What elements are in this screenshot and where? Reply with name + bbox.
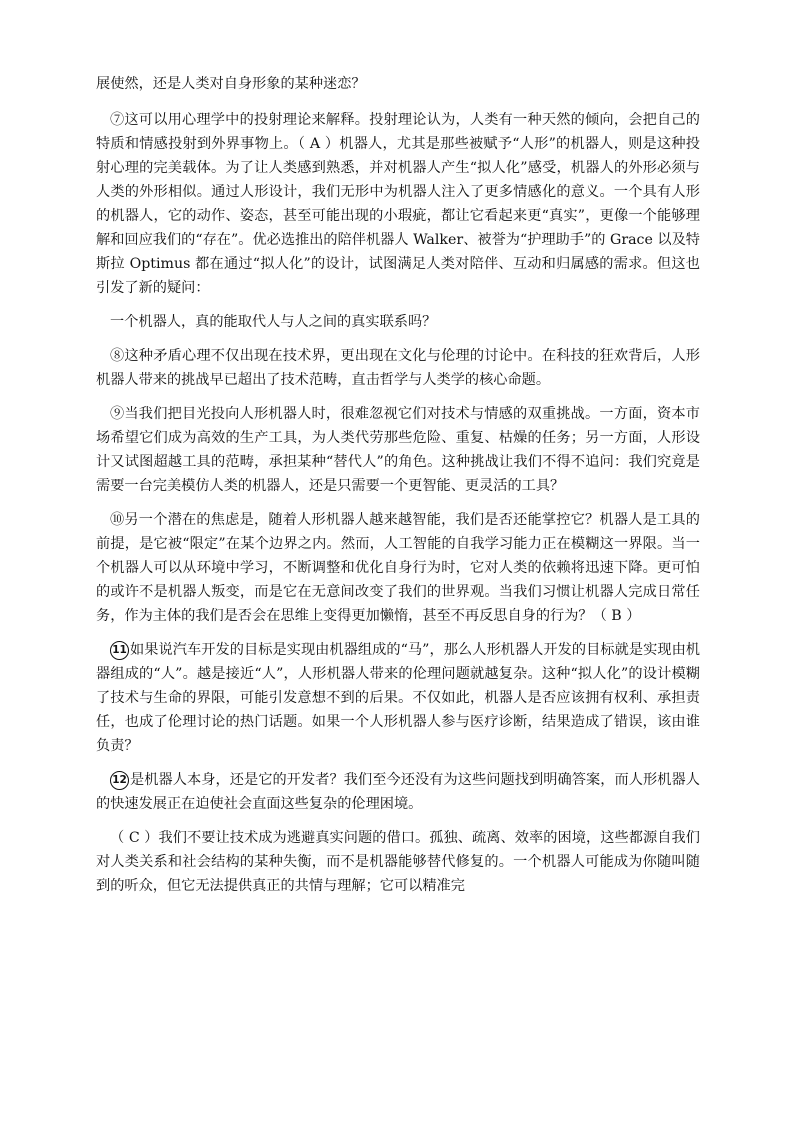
paragraph-text: 展使然，还是人类对自身形象的某种迷恋？ (96, 76, 366, 92)
paragraph-10 (96, 508, 700, 628)
paragraph-conclusion (96, 826, 700, 898)
paragraph-text: 另一个潜在的焦虑是，随着人形机器人越来越智能，我们是否还能掌控它？机器人是工具的前提，是它被“限定”在某个边界之内。然而，人工智能的自我学习能力正在模糊这一界限。当一个机器人可以从环境中学习，不断调整和优化自身行为时，它对人类的依赖将迅速下降。更可怕的或许不是机器人叛变，而是它在无意间改变了我们的世界观。当我们习惯让机器人完成日常任务，作为主体的我们是否会在思维上变得更加懒惰，甚至不再反思自身的行为？（ B ） (96, 512, 700, 624)
paragraph-7 (96, 108, 700, 300)
paragraph-number: ⑨ (110, 406, 125, 422)
paragraph-text: 这可以用心理学中的投射理论来解释。投射理论认为，人类有一种天然的倾向，会把自己的特质和情感投射到外界事物上。（ A ）机器人，尤其是那些被赋予“人形”的机器人，则是这种投射心理的完美载体。为了让人类感到熟悉，并对机器人产生“拟人化”感受，机器人的外形必须与人类的外形相似。通过人形设计，我们无形中为机器人注入了更多情感化的意义。一个具有人形的机器人，它的动作、姿态，甚至可能出现的小瑕疵，都让它看起来更“真实”，更像一个能够理解和回应我们的“存在”。优必选推出的陪伴机器人 Walker、被誉为“护理助手”的 Grace 以及特斯拉 Optimus 都在通过“拟人化”的设计，试图满足人类对陪伴、互动和归属感的需求。但这也引发了新的疑问： (96, 112, 700, 296)
paragraph-number: 11 (110, 641, 129, 660)
paragraph-number: 12 (110, 771, 129, 790)
paragraph-12 (96, 768, 700, 816)
paragraph-text: 当我们把目光投向人形机器人时，很难忽视它们对技术与情感的双重挑战。一方面，资本市场希望它们成为高效的生产工具，为人类代劳那些危险、重复、枯燥的任务；另一方面，人形设计又试图超越工具的范畴，承担某种“替代人”的角色。这种挑战让我们不得不追问：我们究竟是需要一台完美模仿人类的机器人，还是只需要一个更智能、更灵活的工具？ (96, 406, 700, 494)
paragraph-9 (96, 402, 700, 498)
paragraph-number: ⑧ (110, 348, 125, 364)
document-page (96, 72, 700, 908)
paragraph-8 (96, 344, 700, 392)
paragraph-text: 一个机器人，真的能取代人与人之间的真实联系吗？ (110, 314, 437, 330)
paragraph-text: 这种矛盾心理不仅出现在技术界，更出现在文化与伦理的讨论中。在科技的狂欢背后，人形机器人带来的挑战早已超出了技术范畴，直击哲学与人类学的核心命题。 (96, 348, 700, 388)
paragraph-number: ⑩ (110, 512, 125, 528)
paragraph-question (96, 310, 700, 334)
paragraph-number: ⑦ (110, 112, 125, 128)
paragraph-11 (96, 638, 700, 758)
paragraph-text: （ C ）我们不要让技术成为逃避真实问题的借口。孤独、疏离、效率的困境，这些都源自我们对人类关系和社会结构的某种失衡，而不是机器能够替代修复的。一个机器人可能成为你随叫随到的听众，但它无法提供真正的共情与理解；它可以精准完 (96, 830, 700, 894)
paragraph-text: 是机器人本身，还是它的开发者？我们至今还没有为这些问题找到明确答案，而人形机器人的快速发展正在迫使社会直面这些复杂的伦理困境。 (96, 772, 700, 812)
paragraph-text: 如果说汽车开发的目标是实现由机器组成的“马”，那么人形机器人开发的目标就是实现由机器组成的“人”。越是接近“人”，人形机器人带来的伦理问题就越复杂。这种“拟人化”的设计模糊了技术与生命的界限，可能引发意想不到的后果。不仅如此，机器人是否应该拥有权利、承担责任，也成了伦理讨论的热门话题。如果一个人形机器人参与医疗诊断，结果造成了错误，该由谁负责？ (96, 642, 700, 754)
paragraph-continuation (96, 72, 700, 96)
